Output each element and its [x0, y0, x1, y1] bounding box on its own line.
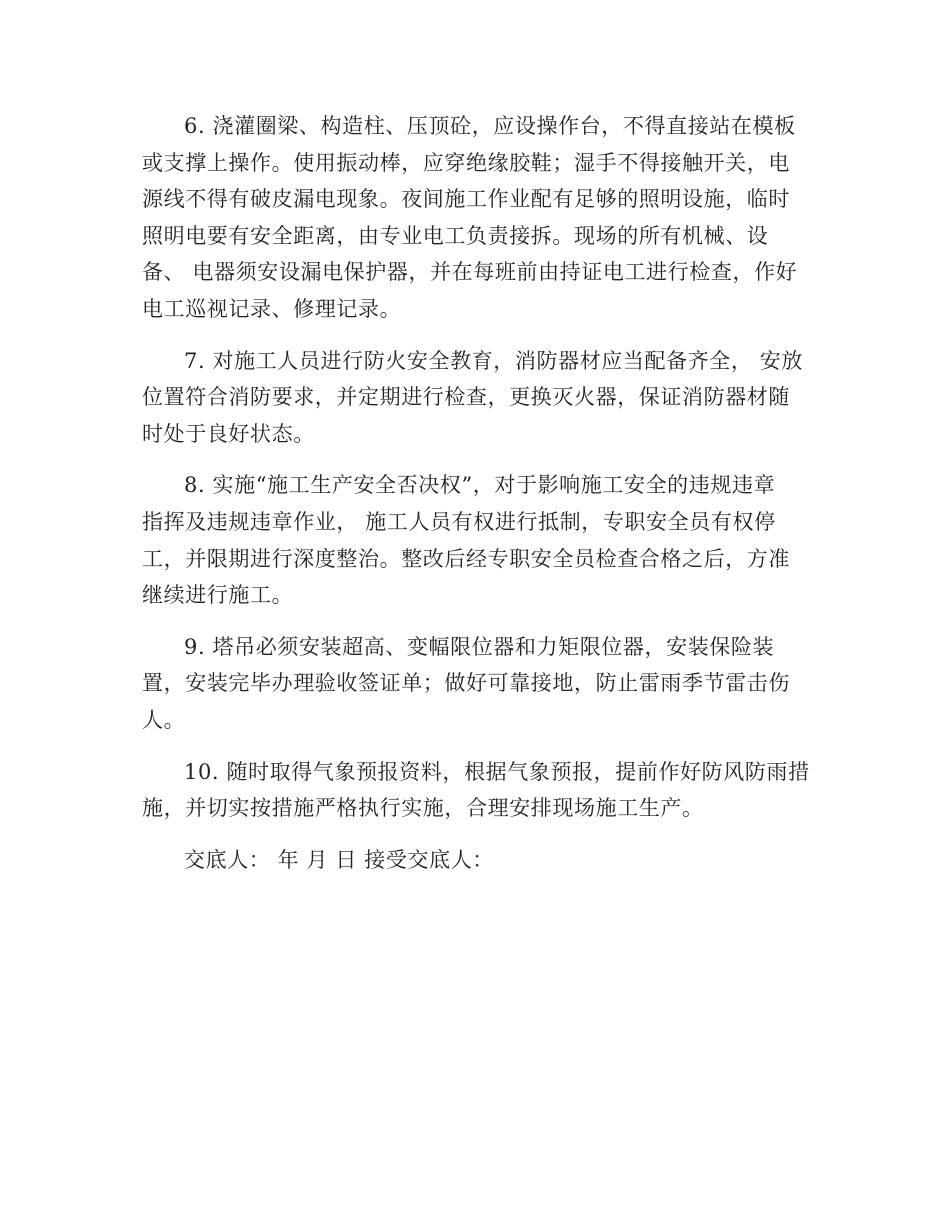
text-line: 工，并限期进行深度整治。整改后经专职安全员检查合格之后，方准 [142, 546, 790, 571]
text-line: 施，并切实按措施严格执行实施，合理安排现场施工生产。 [142, 796, 704, 821]
text-line: 9. 塔吊必须安装超高、变幅限位器和力矩限位器，安装保险装 [184, 634, 775, 659]
text-line: 电工巡视记录、修理记录。 [142, 296, 402, 321]
text-line: 置，安装完毕办理验收签证单；做好可靠接地，防止雷雨季节雷击伤 [142, 671, 790, 696]
text-line: 备、 电器须安设漏电保护器，并在每班前由持证电工进行检查，作好 [142, 260, 798, 285]
signature-text: 交底人： 年 月 日 接受交底人： [184, 847, 494, 872]
clause-6 [142, 108, 807, 328]
document-body [142, 108, 810, 893]
text-line: 7. 对施工人员进行防火安全教育，消防器材应当配备齐全， 安放 [184, 348, 803, 373]
text-line: 人。 [142, 707, 186, 732]
clause-7 [142, 343, 807, 453]
text-line: 6. 浇灌圈梁、构造柱、压顶砼，应设操作台，不得直接站在模板 [184, 114, 796, 138]
text-line: 10. 随时取得气象预报资料，根据气象预报，提前作好防风防雨措 [184, 759, 810, 784]
text-line: 8. 实施“施工生产安全否决权”，对于影响施工安全的违规违章 [184, 473, 776, 498]
text-line: 源线不得有破皮漏电现象。夜间施工作业配有足够的照明设施，临时 [142, 187, 790, 212]
text-line: 指挥及违规违章作业， 施工人员有权进行抵制，专职安全员有权停 [142, 509, 776, 534]
clause-10 [142, 754, 810, 827]
text-line: 照明电要有安全距离，由专业电工负责接拆。现场的所有机械、设 [142, 223, 769, 248]
signature-line [142, 842, 807, 879]
clause-9 [142, 629, 807, 739]
text-line: 时处于良好状态。 [142, 421, 315, 446]
text-line: 继续进行施工。 [142, 583, 294, 608]
clause-8 [142, 467, 807, 613]
text-line: 或支撑上操作。使用振动棒，应穿绝缘胶鞋；湿手不得接触开关，电 [142, 150, 790, 175]
text-line: 位置符合消防要求，并定期进行检查，更换灭火器，保证消防器材随 [142, 385, 790, 410]
